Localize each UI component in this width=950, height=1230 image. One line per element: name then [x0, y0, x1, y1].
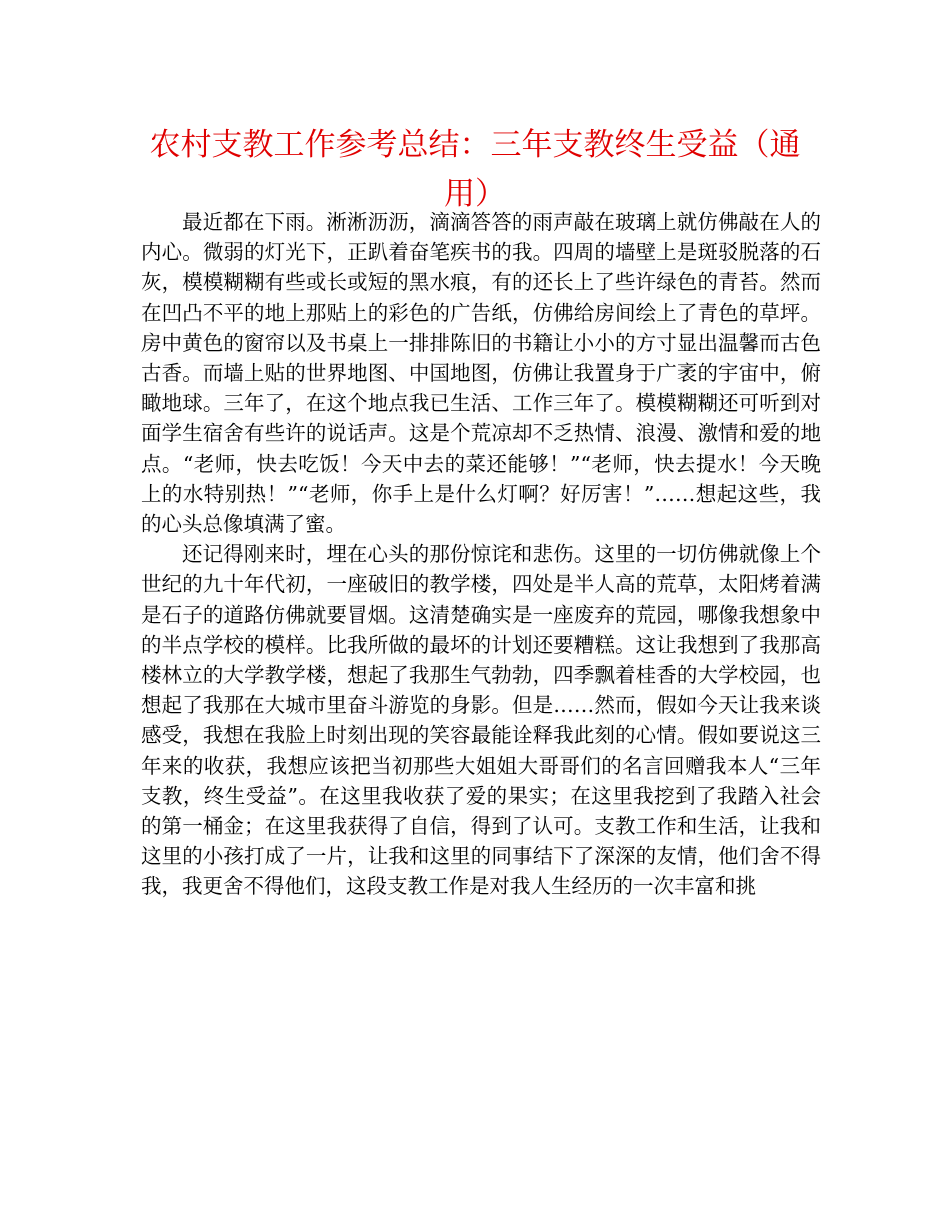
paragraph-2: 还记得刚来时，埋在心头的那份惊诧和悲伤。这里的一切仿佛就像上个世纪的九十年代初，一座破旧的教学楼，四处是半人高的荒草，太阳烤着满是石子的道路仿佛就要冒烟。这清楚确实是一座废弃的荒园，哪像我想象中的半点学校的模样。比我所做的最坏的计划还要糟糕。这让我想到了我那高楼林立的大学教学楼，想起了我那生气勃勃，四季飘着桂香的大学校园，也想起了我那在大城市里奋斗游览的身影。但是……然而，假如今天让我来谈感受，我想在我脸上时刻出现的笑容最能诠释我此刻的心情。假如要说这三年来的收获，我想应该把当初那些大姐姐大哥哥们的名言回赠我本人“三年支教，终生受益”。在这里我收获了爱的果实；在这里我挖到了我踏入社会的第一桶金；在这里我获得了自信，得到了认可。支教工作和生活，让我和这里的小孩打成了一片，让我和这里的同事结下了深深的友情，他们舍不得我，我更舍不得他们，这段支教工作是对我人生经历的一次丰富和挑 — [141, 542, 821, 899]
document-body — [141, 207, 821, 902]
paragraph-1: 最近都在下雨。淅淅沥沥，滴滴答答的雨声敲在玻璃上就仿佛敲在人的内心。微弱的灯光下，正趴着奋笔疾书的我。四周的墙壁上是斑驳脱落的石灰，模模糊糊有些或长或短的黑水痕，有的还长上了些许绿色的青苔。然而在凹凸不平的地上那贴上的彩色的广告纸，仿佛给房间绘上了青色的草坪。房中黄色的窗帘以及书桌上一排排陈旧的书籍让小小的方寸显出温馨而古色古香。而墙上贴的世界地图、中国地图，仿佛让我置身于广袤的宇宙中，俯瞰地球。三年了，在这个地点我已生活、工作三年了。模模糊糊还可听到对面学生宿舍有些许的说话声。这是个荒凉却不乏热情、浪漫、激情和爱的地点。“老师，快去吃饭！今天中去的菜还能够！”“老师，快去提水！今天晚上的水特别热！”“老师，你手上是什么灯啊？好厉害！”……想起这些，我的心头总像填满了蜜。 — [141, 210, 821, 537]
document-title: 农村支教工作参考总结：三年支教终生受益（通用） — [149, 127, 801, 212]
